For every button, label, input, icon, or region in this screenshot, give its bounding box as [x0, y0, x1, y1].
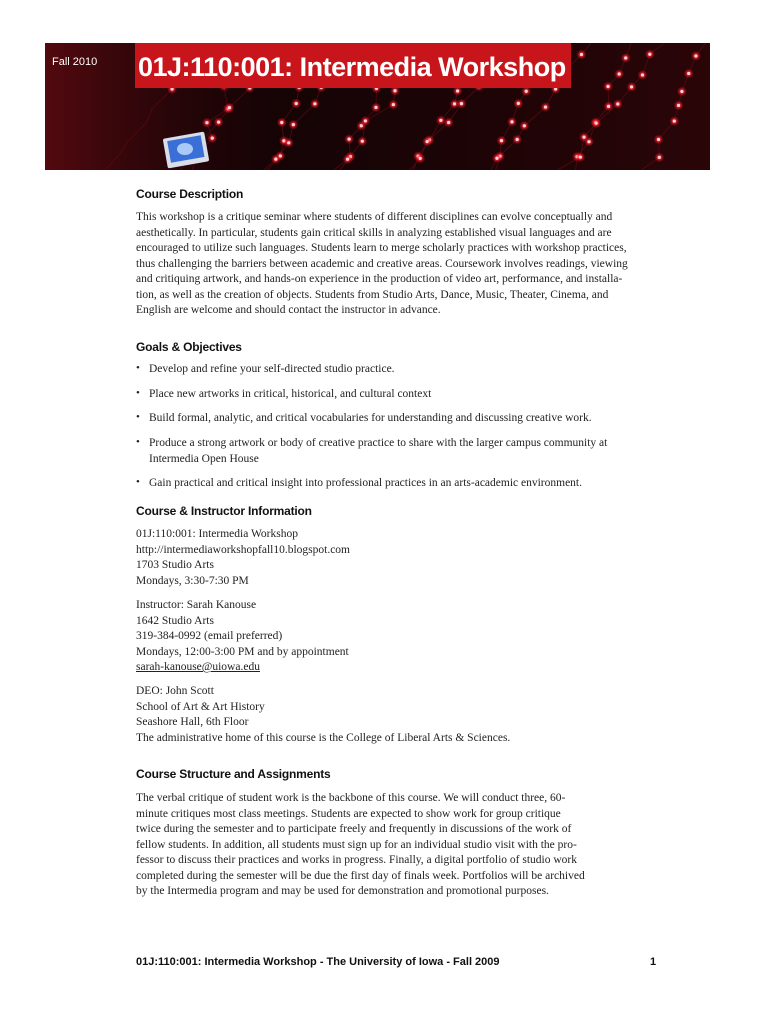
instructor-detail-line: Mondays, 12:00-3:00 PM and by appointment [136, 645, 349, 658]
light-bulb [677, 104, 680, 107]
instructor-details [136, 598, 641, 676]
light-bulb [447, 121, 450, 124]
course-structure-heading: Course Structure and Assignments [136, 767, 331, 781]
light-bulb [624, 56, 627, 59]
light-bulb [392, 103, 395, 106]
light-bulb [657, 138, 660, 141]
course-info-heading: Course & Instructor Information [136, 504, 312, 518]
bullet-icon: • [136, 436, 140, 449]
description-line: aesthetically. In particular, students gain critical skills in analyzing established visual languages and are [136, 226, 612, 239]
description-line: This workshop is a critique seminar where students of different disciplines can evolve conceptually and [136, 211, 613, 223]
structure-line: The verbal critique of student work is the backbone of this course. We will conduct three, 60- [136, 792, 566, 804]
light-bulb [579, 155, 582, 158]
goal-text: Produce a strong artwork or body of creative practice to share with the larger campus community at [149, 437, 608, 450]
course-detail-line: 1703 Studio Arts [136, 559, 214, 571]
description-line: encouraged to utilize such languages. Students learn to merge scholarly practices with workshop practices, [136, 242, 627, 254]
course-description-heading: Course Description [136, 187, 244, 201]
structure-line: completed during the semester will be due the first day of finals week. Portfolios will be archived [136, 869, 585, 882]
light-bulb [348, 138, 351, 141]
goal-item [136, 436, 656, 467]
light-bulb [694, 54, 697, 57]
course-structure-body [136, 791, 641, 900]
light-bulb [648, 53, 651, 56]
course-title: 01J:110:001: Intermedia Workshop [138, 52, 566, 82]
light-bulb [587, 140, 590, 143]
structure-line: fellow students. In addition, all students must sign up for an individual studio visit with the pro- [136, 838, 577, 851]
deo-detail-line: Seashore Hall, 6th Floor [136, 716, 249, 728]
bullet-icon: • [136, 362, 140, 374]
goal-text: Build formal, analytic, and critical vocabularies for understanding and discussing creative work. [149, 412, 592, 425]
light-bulb [228, 106, 231, 109]
light-bulb [544, 105, 547, 108]
goals-list [136, 362, 656, 492]
goal-item [136, 476, 656, 492]
light-bulb [495, 157, 498, 160]
light-bulb [346, 158, 349, 161]
goal-item [136, 362, 656, 378]
light-bulb [287, 141, 290, 144]
description-line: English are welcome and should contact the instructor in advance. [136, 304, 441, 316]
light-bulb [517, 102, 520, 105]
goal-text: Place new artworks in critical, historical, and cultural context [149, 387, 432, 400]
goal-item [136, 411, 656, 427]
header-banner [45, 43, 710, 170]
light-bulb [456, 89, 459, 92]
light-bulb [453, 102, 456, 105]
light-bulb [673, 119, 676, 122]
light-bulb [618, 72, 621, 75]
light-bulb [500, 139, 503, 142]
light-bulb [641, 73, 644, 76]
light-bulb [364, 119, 367, 122]
light-bulb [658, 156, 661, 159]
light-bulb [630, 85, 633, 88]
light-bulb [595, 122, 598, 125]
light-bulb [510, 120, 513, 123]
deo-detail-line: School of Art & Art History [136, 700, 265, 713]
course-detail-line: 01J:110:001: Intermedia Workshop [136, 528, 298, 540]
light-bulb [606, 85, 609, 88]
course-details [136, 527, 641, 589]
course-description-body [136, 210, 641, 319]
structure-line: twice during the semester and to participate freely and frequently in discussions of the work of [136, 823, 572, 835]
instructor-detail-line: 1642 Studio Arts [136, 614, 214, 627]
light-bulb [205, 121, 208, 124]
light-bulb [211, 137, 214, 140]
light-bulb [217, 121, 220, 124]
light-bulb [439, 119, 442, 122]
light-bulb [374, 106, 377, 109]
light-bulb [687, 72, 690, 75]
structure-line: by the Intermedia program and may be used for demonstration and promotional purposes. [136, 885, 549, 897]
deo-detail-line: DEO: John Scott [136, 685, 214, 697]
light-bulb [361, 140, 364, 143]
description-line: tion, as well as the creation of objects. Students from Studio Arts, Dance, Music, Theater, Cinema, and [136, 288, 609, 301]
light-bulb [516, 138, 519, 141]
goal-text: Gain practical and critical insight into professional practices in an arts-academic environment. [149, 477, 583, 490]
instructor-email-link[interactable]: sarah-kanouse@uiowa.edu [136, 661, 260, 673]
light-bulb [680, 90, 683, 93]
structure-line: minute critiques most class meetings. Students are expected to show work for group critique [136, 807, 561, 820]
bullet-icon: • [136, 411, 140, 424]
term-label: Fall 2010 [52, 56, 98, 68]
light-bulb [426, 140, 429, 143]
light-bulb [580, 53, 583, 56]
description-line: and critiquing artwork, and hands-on experience in the production of video art, performance, and installa- [136, 273, 623, 285]
light-bulb [419, 157, 422, 160]
bullet-icon: • [136, 476, 140, 489]
light-bulb [393, 89, 396, 92]
deo-detail-line: The administrative home of this course is the College of Liberal Arts & Sciences. [136, 731, 511, 744]
light-bulb [582, 136, 585, 139]
light-bulb [274, 158, 277, 161]
light-bulb [295, 102, 298, 105]
course-detail-line: Mondays, 3:30-7:30 PM [136, 574, 249, 587]
description-line: thus challenging the barriers between academic and creative areas. Coursework involves readings, viewing [136, 257, 628, 270]
light-bulb [460, 102, 463, 105]
page-number: 1 [650, 956, 657, 968]
goals-heading: Goals & Objectives [136, 340, 242, 354]
light-bulb [607, 105, 610, 108]
footer-title: 01J:110:001: Intermedia Workshop - The University of Iowa - Fall 2009 [136, 956, 500, 968]
light-bulb [616, 102, 619, 105]
light-bulb [523, 124, 526, 127]
goal-text: Intermedia Open House [149, 452, 259, 465]
instructor-detail-line: 319-384-0992 (email preferred) [136, 630, 283, 642]
goal-item [136, 387, 656, 403]
light-bulb [280, 121, 283, 124]
bullet-icon: • [136, 386, 140, 399]
light-bulb [292, 123, 295, 126]
light-bulb [313, 102, 316, 105]
instructor-detail-line: Instructor: Sarah Kanouse [136, 599, 257, 611]
deo-details [136, 684, 641, 746]
blog-url-link[interactable]: http://intermediaworkshopfall10.blogspot.com [136, 543, 350, 556]
goal-text: Develop and refine your self-directed studio practice. [149, 363, 395, 375]
light-bulb [525, 90, 528, 93]
structure-line: fessor to discuss their practices and works in progress. Finally, a digital portfolio of studio work [136, 854, 577, 866]
